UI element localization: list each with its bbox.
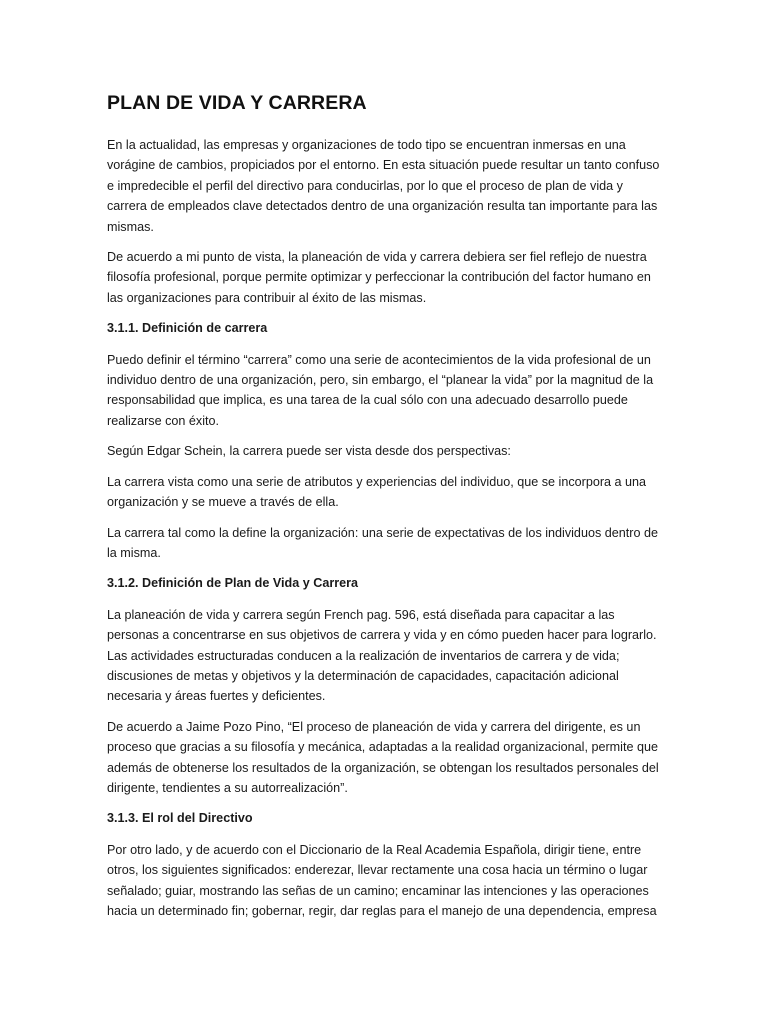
section-heading-3-1-1: 3.1.1. Definición de carrera <box>107 321 268 336</box>
section-heading-3-1-2: 3.1.2. Definición de Plan de Vida y Carrera <box>107 576 359 591</box>
paragraph-french: La planeación de vida y carrera según French pag. 596, está diseñada para capacitar a las personas a concentrarse en sus objetivos de carrera y vida y en cómo pueden hacer para lograrlo. Las actividades estructuradas conducen a la realización de inventarios de carrera y de vida; discusiones de metas y objetivos y la determinación de capacidades, capacitación adicional necesaria y áreas fuertes y deficientes. <box>107 607 657 704</box>
document-page <box>107 92 663 931</box>
paragraph-career-definition: Puedo definir el término “carrera” como una serie de acontecimientos de la vida profesional de un individuo dentro de una organización, pero, sin embargo, el “planear la vida” por la magnitud de la responsabilidad que implica, es una tarea de la cual sólo con una adecuado desarrollo puede realizarse con éxito. <box>107 352 654 428</box>
paragraph-perspective-organization: La carrera tal como la define la organización: una serie de expectativas de los individuos dentro de la misma. <box>107 525 658 560</box>
paragraph-perspective-individual: La carrera vista como una serie de atributos y experiencias del individuo, que se incorpora a una organización y se mueve a través de ella. <box>107 474 647 510</box>
paragraph-intro: En la actualidad, las empresas y organizaciones de todo tipo se encuentran inmersas en una vorágine de cambios, propiciados por el entorno. En esta situación puede resultar un tanto confuso e impredecible el perfil del directivo para conducirlas, por lo que el proceso de plan de vida y carrera de empleados clave detectados dentro de una organización resulta tan importante para las mismas. <box>107 138 660 234</box>
paragraph-opinion: De acuerdo a mi punto de vista, la planeación de vida y carrera debiera ser fiel reflejo de nuestra filosofía profesional, porque permite optimizar y perfeccionar la contribución del factor humano en las organizaciones para contribuir al éxito de las mismas. <box>107 250 651 305</box>
paragraph-rae: Por otro lado, y de acuerdo con el Diccionario de la Real Academia Española, dirigir tiene, entre otros, los siguientes significados: enderezar, llevar rectamente una cosa hacia un término o lugar señalado; guiar, mostrando las señas de un camino; encaminar las intenciones y las operaciones hacia un determinado fin; gobernar, regir, dar reglas para el manejo de una dependencia, empresa <box>107 842 657 918</box>
paragraph-pozo-pino: De acuerdo a Jaime Pozo Pino, “El proceso de planeación de vida y carrera del dirigente, es un proceso que gracias a su filosofía y mecánica, adaptadas a la realidad organizacional, permite que además de obtenerse los resultados de la organización, se obtengan los resultados personales del dirigente, tendientes a su autorrealización”. <box>107 719 659 795</box>
section-heading-3-1-3: 3.1.3. El rol del Directivo <box>107 811 253 826</box>
paragraph-schein: Según Edgar Schein, la carrera puede ser vista desde dos perspectivas: <box>107 444 511 459</box>
document-title: PLAN DE VIDA Y CARRERA <box>107 92 367 114</box>
